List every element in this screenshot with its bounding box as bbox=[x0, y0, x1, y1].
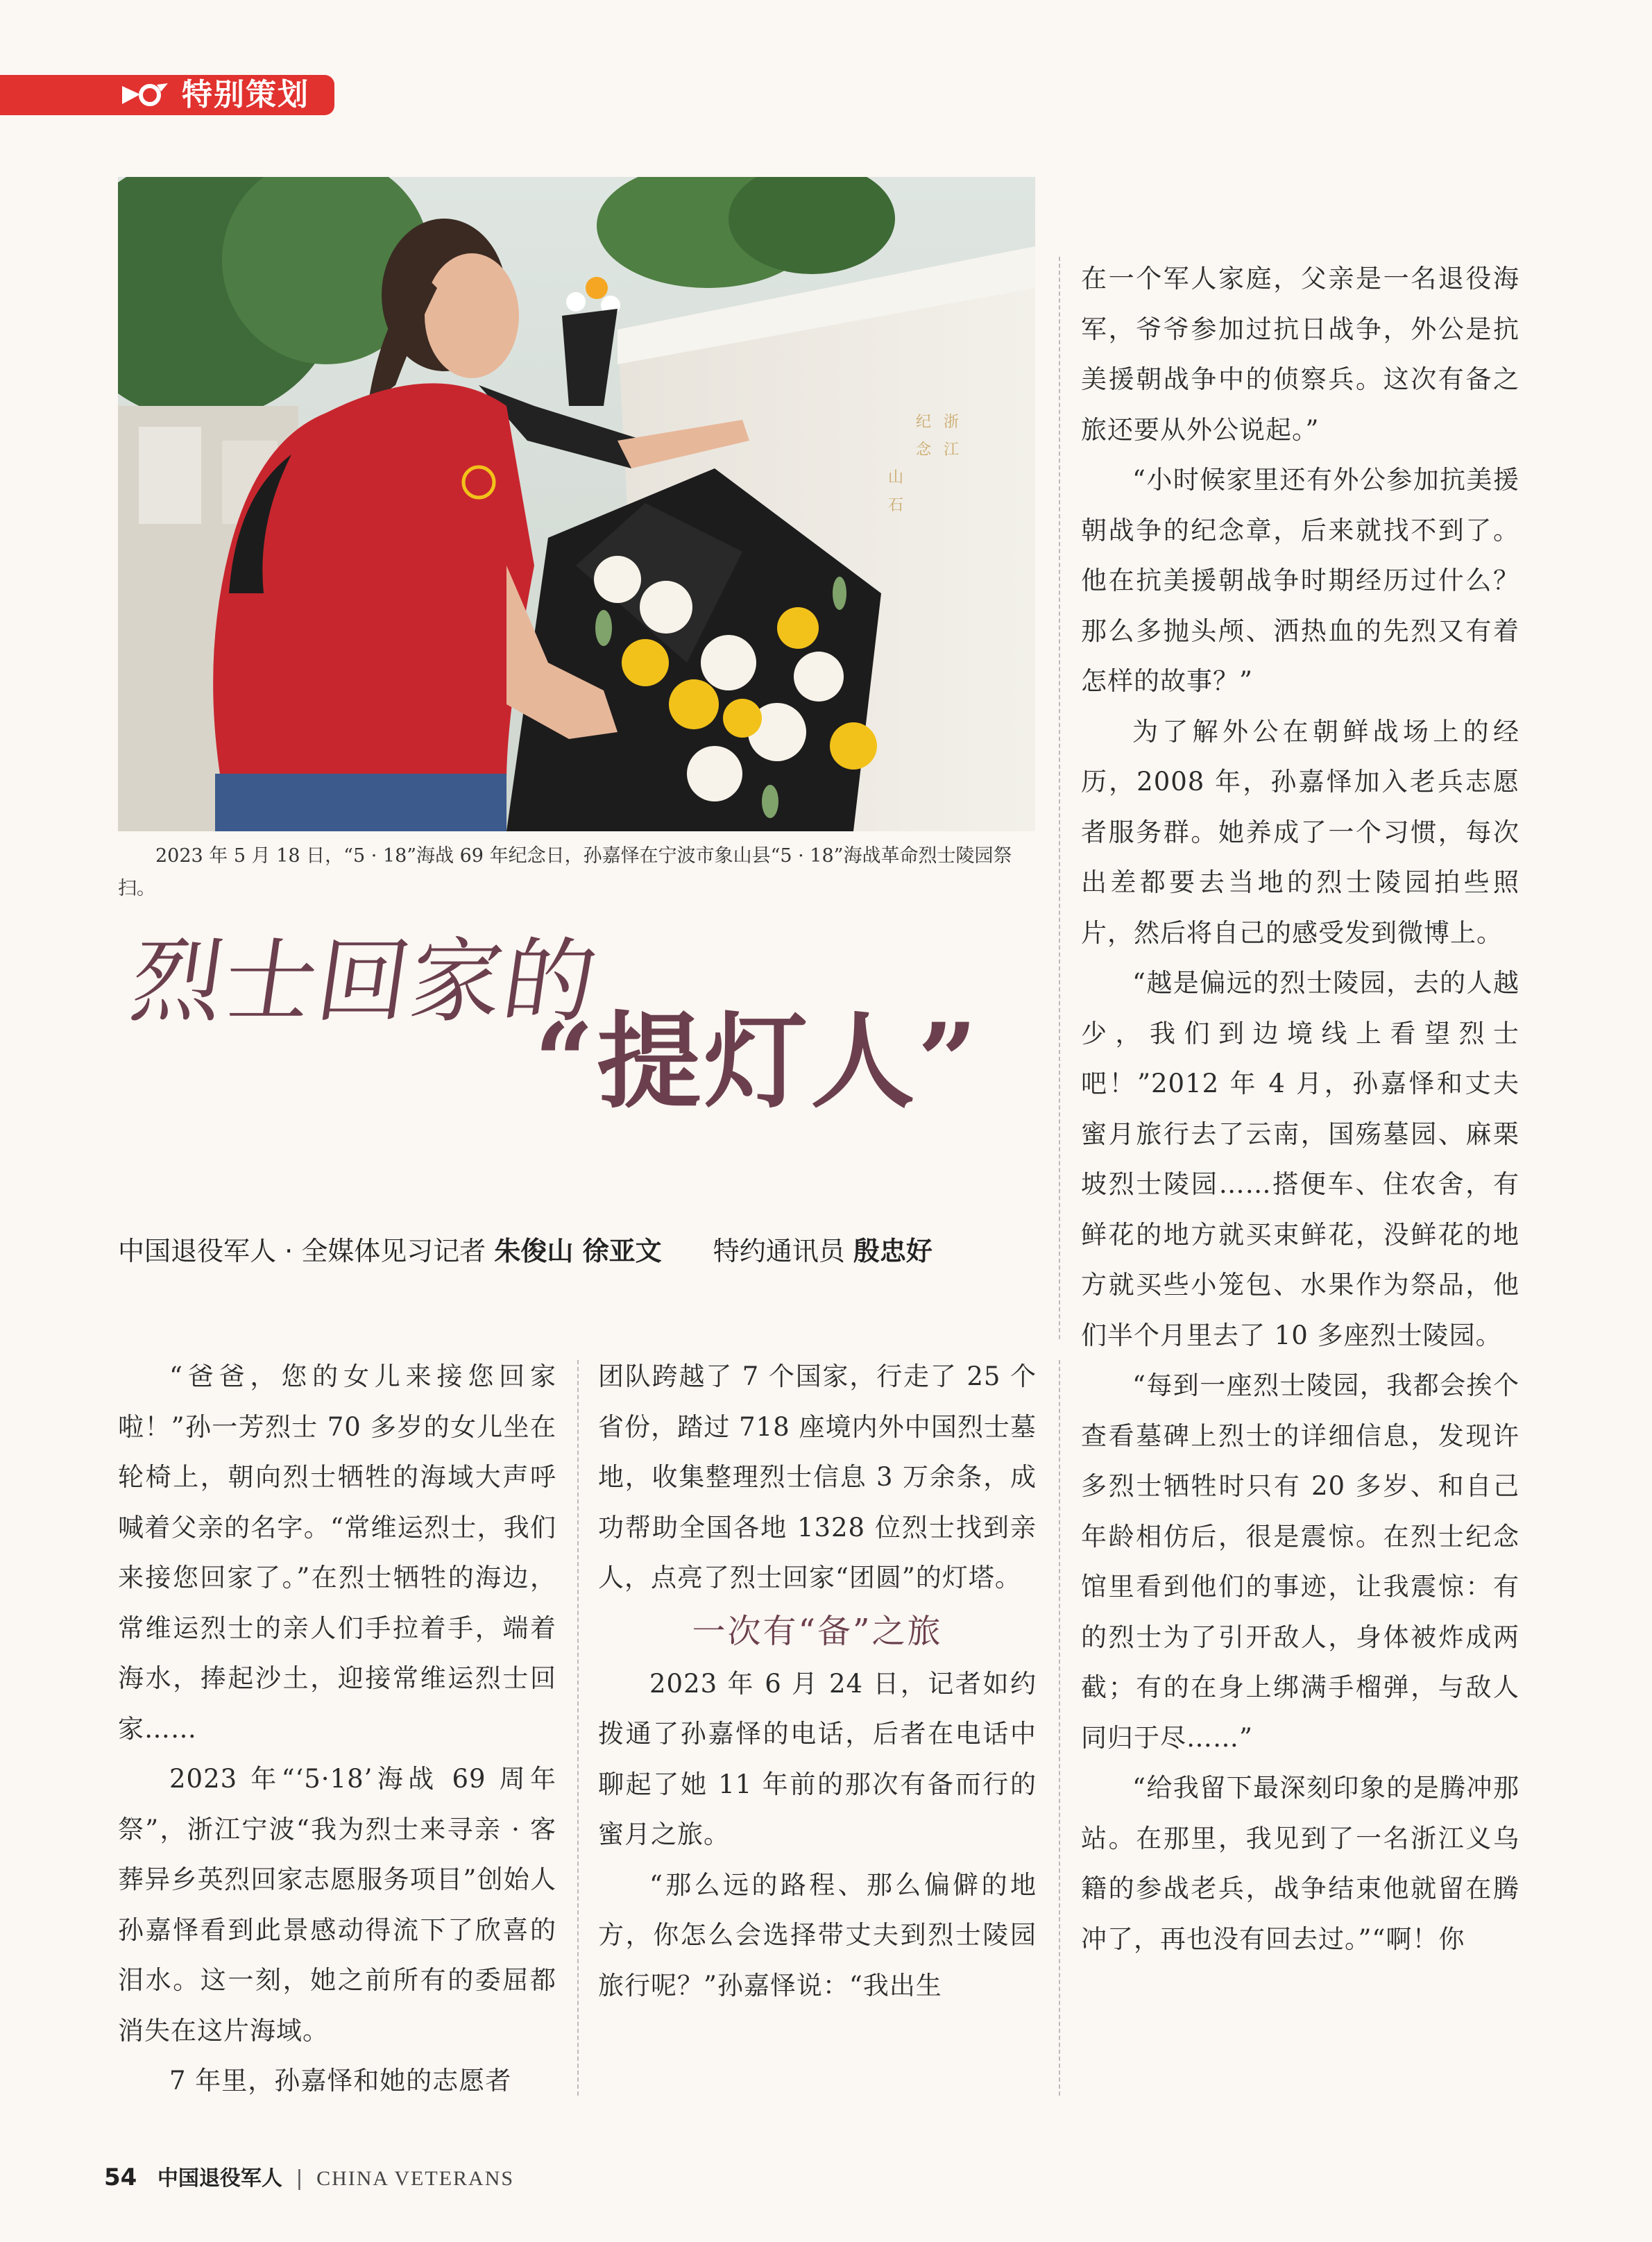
section-subheading: 一次有“备”之旅 bbox=[692, 1611, 943, 1651]
magazine-english-name: CHINA VETERANS bbox=[316, 2167, 515, 2190]
column-divider bbox=[1059, 1360, 1060, 2096]
svg-text:浙: 浙 bbox=[944, 414, 960, 431]
photo-caption: 2023 年 5 月 18 日，“5 · 18”海战 69 年纪念日，孙嘉怿在宁波市象山县“5 · 18”海战革命烈士陵园祭扫。 bbox=[118, 845, 1012, 899]
byline-correspondent: 殷忠好 bbox=[853, 1236, 933, 1266]
paragraph: 为了解外公在朝鲜战场上的经历，2008 年，孙嘉怿加入老兵志愿者服务群。她养成了一个习惯，每次出差都要去当地的烈士陵园拍些照片，然后将自己的感受发到微博上。 bbox=[1081, 716, 1519, 948]
svg-text:石: 石 bbox=[888, 497, 904, 514]
section-tag bbox=[0, 75, 334, 115]
article-column-3 bbox=[1081, 254, 1519, 1964]
svg-text:念: 念 bbox=[916, 441, 932, 459]
paragraph: “给我留下最深刻印象的是腾冲那站。在那里，我见到了一名浙江义乌籍的参战老兵，战争结束他就留在腾冲了，再也没有回去过。”“啊！你 bbox=[1081, 1773, 1519, 1954]
footer-separator: | bbox=[296, 2166, 303, 2191]
svg-text:纪: 纪 bbox=[916, 414, 932, 431]
byline-role: 特约通讯员 bbox=[713, 1236, 845, 1266]
svg-text:江: 江 bbox=[944, 441, 960, 459]
svg-text:山: 山 bbox=[888, 469, 904, 486]
paragraph: 7 年里，孙嘉怿和她的志愿者 bbox=[169, 2066, 512, 2096]
paragraph: “爸爸，您的女儿来接您回家啦！”孙一芳烈士 70 多岁的女儿坐在轮椅上，朝向烈士牺牲的海域大声呼喊着父亲的名字。“常维运烈士，我们来接您回家了。”在烈士牺牲的海边，常维运烈士的亲人们手拉着手，端着海水，捧起沙土，迎接常维运烈士回家…… bbox=[118, 1361, 556, 1744]
article-column-1 bbox=[118, 1352, 556, 2107]
paragraph: “小时候家里还有外公参加抗美援朝战争的纪念章，后来就找不到了。他在抗美援朝战争时期经历过什么？那么多抛头颅、洒热血的先烈又有着怎样的故事？” bbox=[1081, 465, 1519, 696]
paragraph: “越是偏远的烈士陵园，去的人越少，我们到边境线上看望烈士吧！”2012 年 4 月，孙嘉怿和丈夫蜜月旅行去了云南，国殇墓园、麻栗坡烈士陵园……搭便车、住农舍，有鲜花的地方就买束鲜花，没鲜花的地方就买些小笼包、水果作为祭品，他们半个月里去了 10 多座烈士陵园。 bbox=[1081, 968, 1519, 1350]
byline bbox=[118, 1235, 933, 1267]
paragraph: “每到一座烈士陵园，我都会挨个查看墓碑上烈士的详细信息，发现许多烈士牺牲时只有 20 多岁、和自己年龄相仿后，很是震惊。在烈士纪念馆里看到他们的事迹，让我震惊：有的烈士为了引开敌人，身体被炸成两截；有的在身上绑满手榴弹，与敌人同归于尽……” bbox=[1081, 1370, 1519, 1753]
byline-reporters: 朱俊山 徐亚文 bbox=[494, 1236, 662, 1266]
paragraph-continued: 在一个军人家庭，父亲是一名退役海军，爷爷参加过抗日战争，外公是抗美援朝战争中的侦察兵。这次有备之旅还要从外公说起。” bbox=[1081, 264, 1519, 445]
magazine-logo-icon bbox=[119, 80, 169, 110]
paragraph: “那么远的路程、那么偏僻的地方，你怎么会选择带丈夫到烈士陵园旅行呢？”孙嘉怿说：“我出生 bbox=[598, 1869, 1037, 2001]
section-label: 特别策划 bbox=[182, 77, 309, 112]
page-number: 54 bbox=[104, 2164, 137, 2191]
magazine-name: 中国退役军人 bbox=[157, 2166, 282, 2191]
article-photo bbox=[118, 177, 1035, 831]
paragraph: 2023 年“‘5·18’海战 69 周年祭”，浙江宁波“我为烈士来寻亲 · 客葬异乡英烈回家志愿服务项目”创始人孙嘉怿看到此景感动得流下了欣喜的泪水。这一刻，她之前所有的委屈都消失在这片海域。 bbox=[118, 1764, 556, 2046]
article-title-line1: 烈士回家的 bbox=[124, 928, 604, 1035]
paragraph-continued: 团队跨越了 7 个国家，行走了 25 个省份，踏过 718 座境内外中国烈士墓地，收集整理烈士信息 3 万余条，成功帮助全国各地 1328 位烈士找到亲人，点亮了烈士回家“团圆”的灯塔。 bbox=[598, 1361, 1037, 1593]
page-footer bbox=[104, 2164, 514, 2193]
column-divider bbox=[1059, 257, 1060, 1339]
paragraph: 2023 年 6 月 24 日，记者如约拨通了孙嘉怿的电话，后者在电话中聊起了她 11 年前的那次有备而行的蜜月之旅。 bbox=[598, 1668, 1037, 1849]
article-column-2 bbox=[598, 1352, 1037, 2011]
column-divider bbox=[577, 1360, 579, 2096]
byline-org: 中国退役军人 · 全媒体见习记者 bbox=[118, 1236, 486, 1266]
article-title-line2: “提灯人” bbox=[534, 1001, 980, 1123]
